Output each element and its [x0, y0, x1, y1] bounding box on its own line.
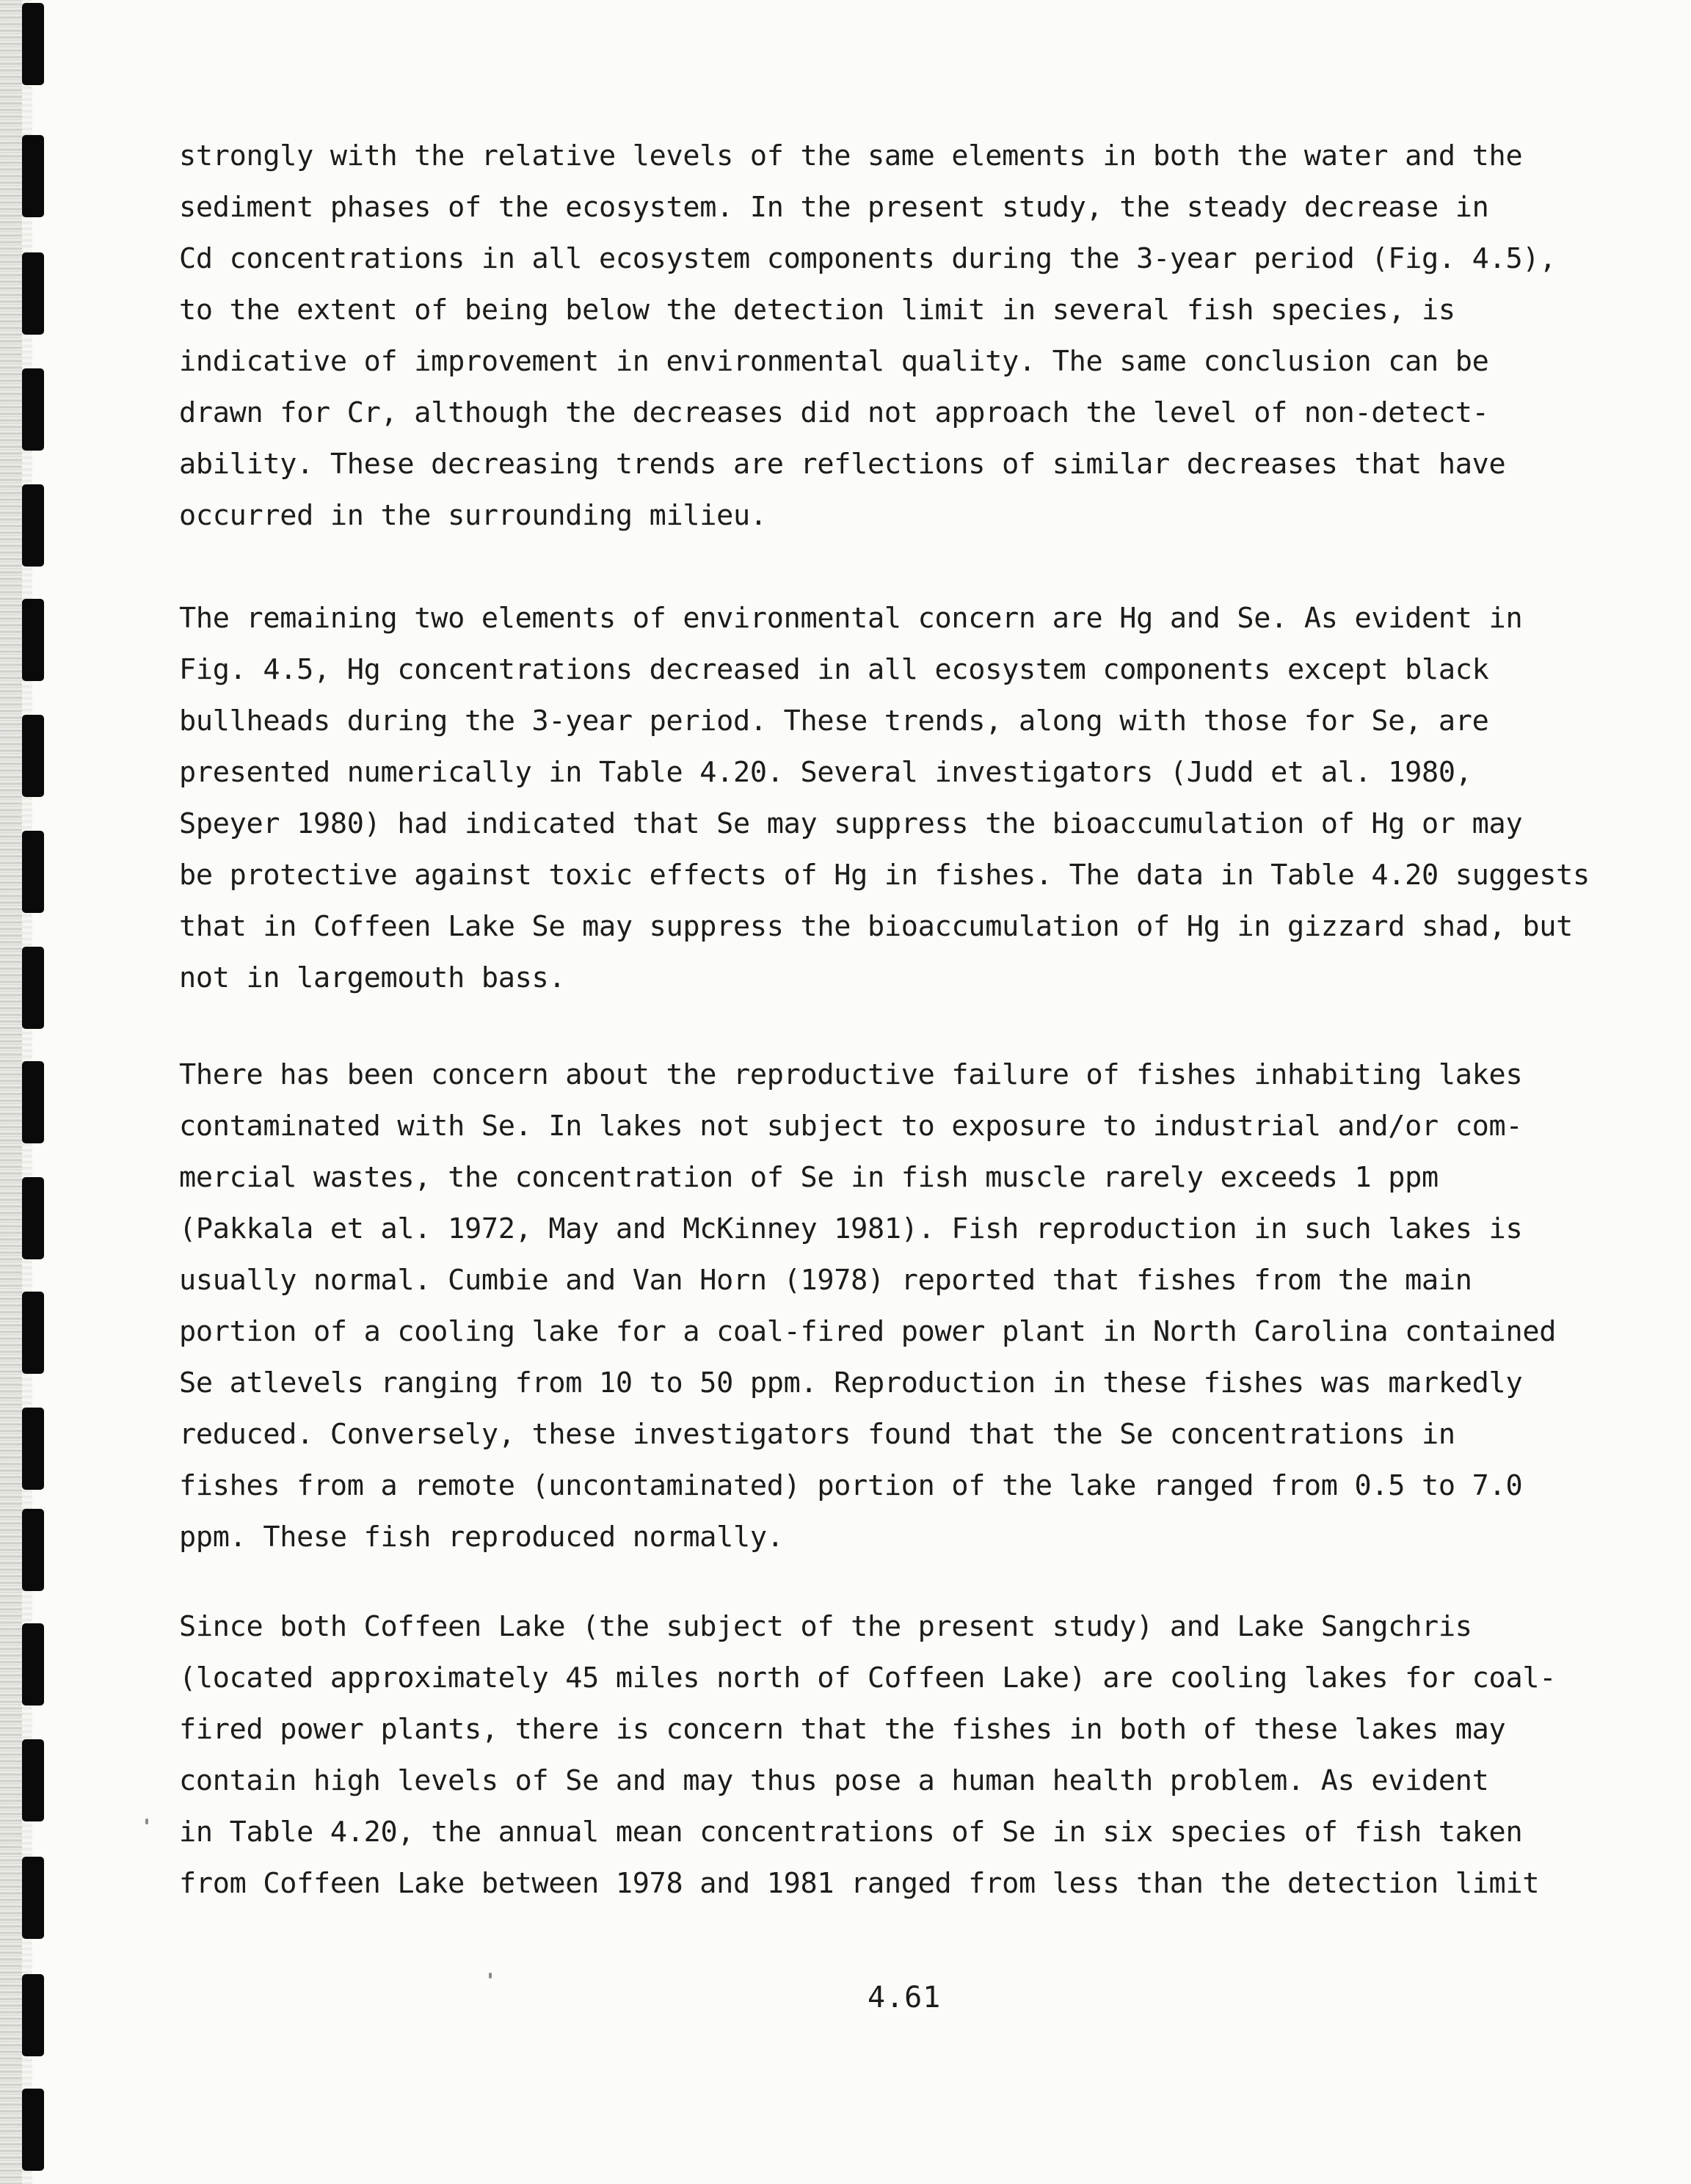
text-line: The remaining two elements of environmental concern are Hg and Se. As evident in	[179, 602, 1523, 635]
perforation-hole	[22, 368, 44, 451]
text-line: reduced. Conversely, these investigators found that the Se concentrations in	[179, 1418, 1455, 1451]
text-line: be protective against toxic effects of Hg in fishes. The data in Table 4.20 suggests	[179, 859, 1590, 892]
text-line: portion of a cooling lake for a coal-fired power plant in North Carolina contained	[179, 1315, 1557, 1348]
scan-speck	[145, 1819, 148, 1824]
paragraph-reproductive-failure	[179, 1049, 1610, 1563]
perforation-hole	[22, 1292, 44, 1374]
text-line: from Coffeen Lake between 1978 and 1981 ranged from less than the detection limit	[179, 1867, 1540, 1900]
perforation-hole	[22, 1623, 44, 1706]
perforation-hole	[22, 599, 44, 681]
text-line: not in largemouth bass.	[179, 961, 566, 994]
perforation-hole	[22, 1974, 44, 2056]
text-line: Since both Coffeen Lake (the subject of the present study) and Lake Sangchris	[179, 1610, 1472, 1643]
paragraph-cd-cr-trends	[179, 131, 1610, 542]
text-line: There has been concern about the reproductive failure of fishes inhabiting lakes	[179, 1058, 1523, 1091]
text-line: (located approximately 45 miles north of Coffeen Lake) are cooling lakes for coal-	[179, 1661, 1557, 1695]
perforation-hole	[22, 947, 44, 1029]
text-line: that in Coffeen Lake Se may suppress the bioaccumulation of Hg in gizzard shad, but	[179, 910, 1573, 943]
text-line: Speyer 1980) had indicated that Se may suppress the bioaccumulation of Hg or may	[179, 807, 1523, 840]
text-line: to the extent of being below the detection limit in several fish species, is	[179, 294, 1455, 327]
text-line: strongly with the relative levels of the same elements in both the water and the	[179, 139, 1523, 172]
text-line: ability. These decreasing trends are reflections of similar decreases that have	[179, 448, 1506, 481]
perforation-hole	[22, 1857, 44, 1939]
text-line: fishes from a remote (uncontaminated) portion of the lake ranged from 0.5 to 7.0	[179, 1469, 1523, 1502]
text-line: contain high levels of Se and may thus pose a human health problem. As evident	[179, 1764, 1489, 1797]
text-line: drawn for Cr, although the decreases did not approach the level of non-detect-	[179, 396, 1489, 429]
text-line: Se atlevels ranging from 10 to 50 ppm. Reproduction in these fishes was markedly	[179, 1366, 1523, 1399]
text-line: ppm. These fish reproduced normally.	[179, 1521, 784, 1554]
perforation-hole	[22, 484, 44, 567]
text-line: sediment phases of the ecosystem. In the present study, the steady decrease in	[179, 191, 1489, 224]
paragraph-cooling-lakes	[179, 1601, 1610, 1910]
text-line: (Pakkala et al. 1972, May and McKinney 1981). Fish reproduction in such lakes is	[179, 1212, 1523, 1245]
perforation-hole	[22, 1739, 44, 1821]
text-line: mercial wastes, the concentration of Se in fish muscle rarely exceeds 1 ppm	[179, 1161, 1439, 1194]
text-line: Fig. 4.5, Hg concentrations decreased in all ecosystem components except black	[179, 653, 1489, 686]
perforation-hole	[22, 252, 44, 335]
text-line: fired power plants, there is concern that the fishes in both of these lakes may	[179, 1713, 1506, 1746]
perforation-hole	[22, 3, 44, 85]
perforation-hole	[22, 1408, 44, 1490]
text-line: Cd concentrations in all ecosystem components during the 3-year period (Fig. 4.5),	[179, 242, 1557, 275]
text-line: usually normal. Cumbie and Van Horn (1978) reported that fishes from the main	[179, 1264, 1472, 1297]
text-line: bullheads during the 3-year period. These trends, along with those for Se, are	[179, 705, 1489, 738]
perforation-hole	[22, 2089, 44, 2171]
page-number: 4.61	[868, 1981, 942, 2014]
perforation-hole	[22, 831, 44, 913]
text-line: in Table 4.20, the annual mean concentrations of Se in six species of fish taken	[179, 1816, 1523, 1849]
text-line: presented numerically in Table 4.20. Several investigators (Judd et al. 1980,	[179, 756, 1472, 789]
scan-edge-strip	[0, 0, 22, 2184]
perforation-hole	[22, 1061, 44, 1143]
text-line: contaminated with Se. In lakes not subject to exposure to industrial and/or com-	[179, 1110, 1523, 1143]
paragraph-hg-se	[179, 593, 1610, 1004]
perforation-hole	[22, 1509, 44, 1591]
perforation-hole	[22, 715, 44, 797]
scan-speck	[489, 1973, 492, 1979]
text-line: occurred in the surrounding milieu.	[179, 499, 767, 532]
text-line: indicative of improvement in environmental quality. The same conclusion can be	[179, 345, 1489, 378]
perforation-hole	[22, 135, 44, 217]
perforation-hole	[22, 1177, 44, 1259]
